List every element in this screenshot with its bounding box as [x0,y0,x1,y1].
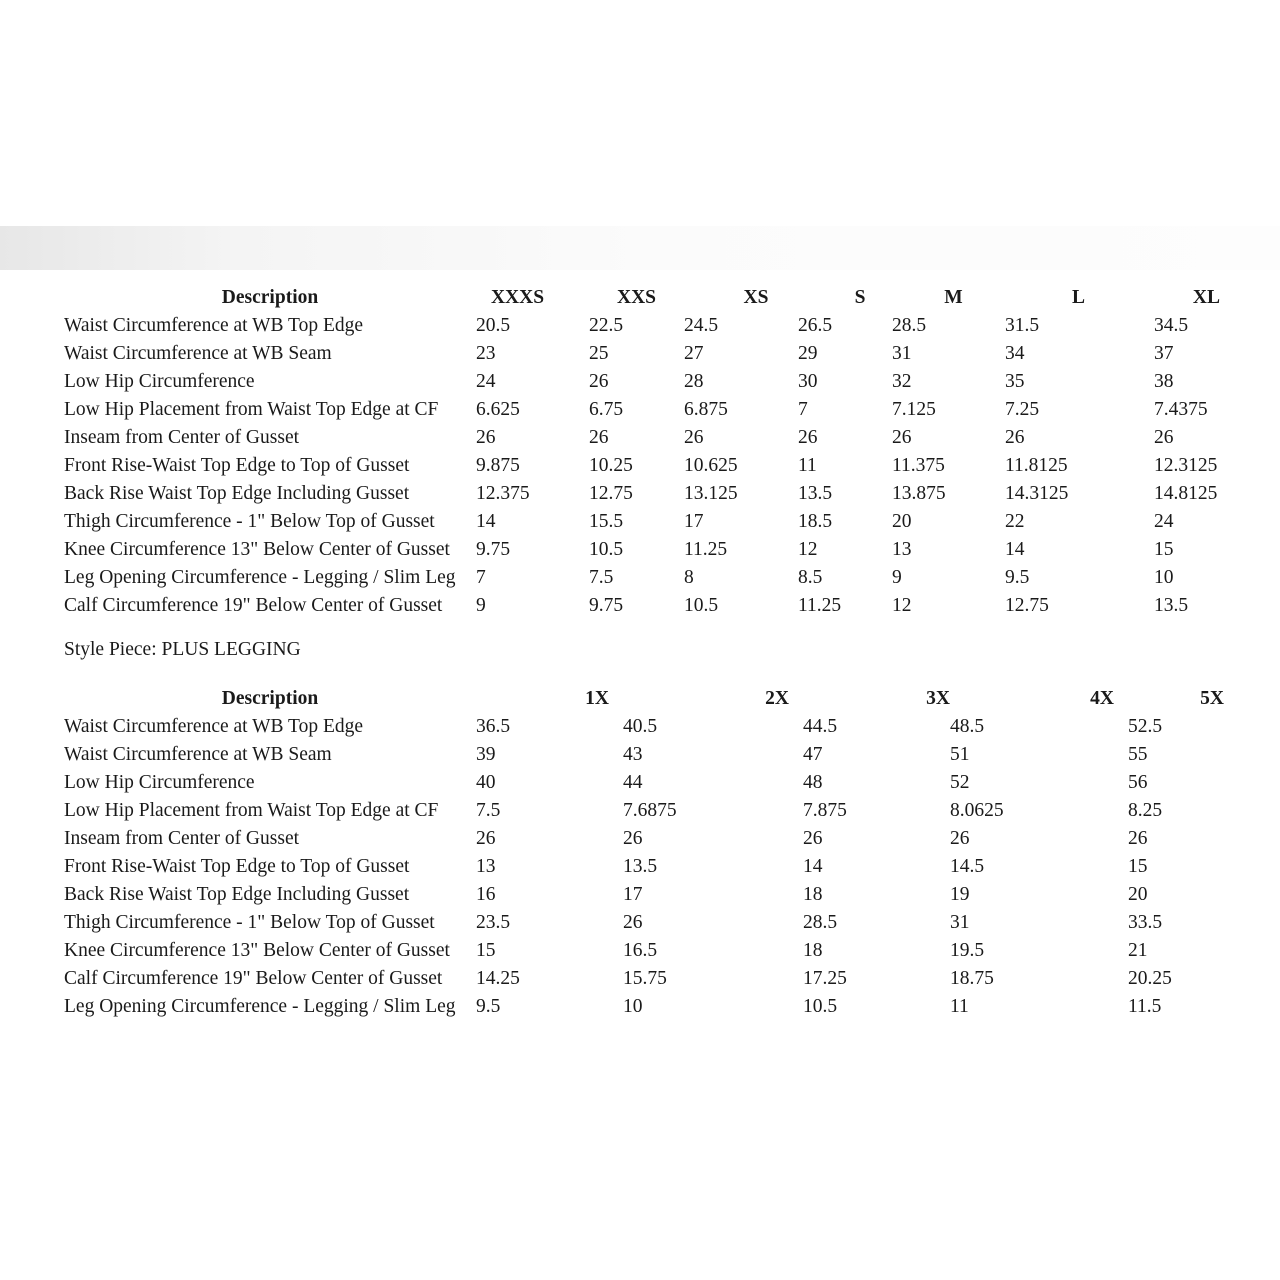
measurement-cell: 26 [589,371,609,392]
measurement-cell: 10 [1154,567,1174,588]
measurement-cell: 8.5 [798,567,823,588]
row-description: Front Rise-Waist Top Edge to Top of Gusset [64,856,410,877]
column-header: 5X [1200,688,1224,709]
measurement-cell: 14 [1005,539,1025,560]
measurement-cell: 14.25 [476,968,520,989]
table-row [64,993,1238,1021]
measurement-cell: 26 [684,427,704,448]
table-row [64,536,1232,564]
column-header: XXXS [490,287,545,308]
column-header: M [944,287,963,308]
measurement-cell: 20.25 [1128,968,1172,989]
measurement-cell: 35 [1005,371,1025,392]
row-description: Leg Opening Circumference - Legging / Slim Leg [64,567,456,588]
measurement-cell: 38 [1154,371,1174,392]
measurement-cell: 52.5 [1128,716,1163,737]
measurement-cell: 33.5 [1128,912,1163,933]
measurement-cell: 7.875 [803,800,847,821]
measurement-cell: 51 [950,744,970,765]
row-description: Waist Circumference at WB Top Edge [64,315,364,336]
style-piece-label: Style Piece: PLUS LEGGING [64,639,301,660]
plus-size-table [64,685,1238,1021]
measurement-cell: 30 [798,371,818,392]
measurement-cell: 7.4375 [1154,399,1208,420]
measurement-cell: 11.25 [798,595,842,616]
table-row [64,797,1238,825]
measurement-cell: 11.8125 [1005,455,1068,476]
measurement-cell: 26 [589,427,609,448]
header-band [0,226,1280,270]
measurement-cell: 16.5 [623,940,658,961]
measurement-cell: 19.5 [950,940,985,961]
measurement-cell: 28.5 [803,912,838,933]
measurement-cell: 9.5 [1005,567,1030,588]
measurement-cell: 22 [1005,511,1025,532]
measurement-cell: 13 [476,856,496,877]
measurement-cell: 15 [1154,539,1174,560]
measurement-cell: 40.5 [623,716,658,737]
measurement-cell: 34.5 [1154,315,1189,336]
measurement-cell: 6.75 [589,399,624,420]
measurement-cell: 28 [684,371,704,392]
measurement-cell: 26 [1128,828,1148,849]
table-row [64,368,1232,396]
table-row [64,508,1232,536]
measurement-cell: 8.25 [1128,800,1163,821]
measurement-cell: 24.5 [684,315,719,336]
measurement-cell: 10.5 [684,595,719,616]
measurement-cell: 22.5 [589,315,624,336]
table-row [64,965,1238,993]
measurement-cell: 7.6875 [623,800,677,821]
measurement-cell: 10 [623,996,643,1017]
measurement-cell: 24 [1154,511,1174,532]
row-description: Inseam from Center of Gusset [64,828,300,849]
column-header: 2X [765,688,789,709]
measurement-cell: 19 [950,884,970,905]
row-description: Leg Opening Circumference - Legging / Slim Leg [64,996,456,1017]
measurement-cell: 12.75 [1005,595,1049,616]
measurement-cell: 15.5 [589,511,624,532]
measurement-cell: 12.3125 [1154,455,1218,476]
table-row [64,741,1238,769]
measurement-cell: 10.5 [803,996,838,1017]
measurement-cell: 26 [1154,427,1174,448]
table-row [64,592,1232,620]
table-row [64,564,1232,592]
row-description: Calf Circumference 19" Below Center of Gusset [64,595,443,616]
measurement-cell: 18 [803,884,823,905]
measurement-cell: 17.25 [803,968,847,989]
row-description: Low Hip Placement from Waist Top Edge at CF [64,800,439,821]
row-description: Back Rise Waist Top Edge Including Gusset [64,884,410,905]
measurement-cell: 37 [1154,343,1174,364]
column-header: S [854,287,866,308]
row-description: Thigh Circumference - 1" Below Top of Gusset [64,511,435,532]
measurement-cell: 10.625 [684,455,738,476]
measurement-cell: 18 [803,940,823,961]
measurement-cell: 56 [1128,772,1148,793]
measurement-cell: 52 [950,772,970,793]
measurement-cell: 20 [1128,884,1148,905]
measurement-cell: 20.5 [476,315,511,336]
table-row [64,853,1238,881]
measurement-cell: 15 [1128,856,1148,877]
measurement-cell: 11.5 [1128,996,1162,1017]
measurement-cell: 7 [798,399,808,420]
measurement-cell: 48 [803,772,823,793]
measurement-cell: 9.75 [589,595,624,616]
measurement-cell: 31 [892,343,912,364]
measurement-cell: 14 [803,856,823,877]
measurement-cell: 26 [1005,427,1025,448]
measurement-cell: 14.8125 [1154,483,1218,504]
column-header: Description [221,688,319,709]
measurement-cell: 40 [476,772,496,793]
size-chart-sheet [56,270,1240,1030]
table-row [64,480,1232,508]
row-description: Knee Circumference 13" Below Center of Gusset [64,539,450,560]
measurement-cell: 48.5 [950,716,985,737]
column-header: 4X [1090,688,1114,709]
table-row [64,769,1238,797]
measurement-cell: 10.5 [589,539,624,560]
row-description: Waist Circumference at WB Seam [64,744,332,765]
column-header: 1X [585,688,609,709]
measurement-cell: 9.875 [476,455,520,476]
measurement-cell: 26.5 [798,315,833,336]
measurement-cell: 32 [892,371,912,392]
measurement-cell: 20 [892,511,912,532]
measurement-cell: 23.5 [476,912,511,933]
measurement-cell: 13.875 [892,483,946,504]
row-description: Calf Circumference 19" Below Center of Gusset [64,968,443,989]
row-description: Low Hip Circumference [64,371,255,392]
measurement-cell: 26 [892,427,912,448]
table-row [64,713,1238,741]
measurement-cell: 26 [803,828,823,849]
measurement-cell: 14.5 [950,856,985,877]
measurement-cell: 31 [950,912,970,933]
row-description: Thigh Circumference - 1" Below Top of Gusset [64,912,435,933]
measurement-cell: 43 [623,744,643,765]
measurement-cell: 15.75 [623,968,667,989]
measurement-cell: 8.0625 [950,800,1004,821]
measurement-cell: 24 [476,371,496,392]
measurement-cell: 7.5 [476,800,501,821]
measurement-cell: 12.75 [589,483,633,504]
row-description: Waist Circumference at WB Top Edge [64,716,364,737]
measurement-cell: 29 [798,343,818,364]
measurement-cell: 17 [623,884,643,905]
measurement-cell: 13.5 [1154,595,1189,616]
measurement-cell: 28.5 [892,315,927,336]
measurement-cell: 17 [684,511,704,532]
row-description: Inseam from Center of Gusset [64,427,300,448]
row-description: Knee Circumference 13" Below Center of Gusset [64,940,450,961]
measurement-cell: 10.25 [589,455,633,476]
measurement-cell: 7.25 [1005,399,1040,420]
measurement-cell: 11.25 [684,539,728,560]
measurement-cell: 13.125 [684,483,738,504]
column-header: XS [743,287,769,308]
table-row [64,825,1238,853]
measurement-cell: 36.5 [476,716,511,737]
measurement-cell: 14.3125 [1005,483,1069,504]
table-row [64,452,1232,480]
measurement-cell: 13 [892,539,912,560]
measurement-cell: 23 [476,343,496,364]
row-description: Low Hip Placement from Waist Top Edge at CF [64,399,439,420]
measurement-cell: 12 [892,595,912,616]
table-row [64,312,1232,340]
measurement-cell: 14 [476,511,496,532]
column-header: XXS [616,287,656,308]
measurement-cell: 11.375 [892,455,945,476]
row-description: Front Rise-Waist Top Edge to Top of Gusset [64,455,410,476]
column-header: XL [1192,287,1220,308]
measurement-cell: 34 [1005,343,1025,364]
column-header: L [1071,287,1085,308]
measurement-cell: 12.375 [476,483,530,504]
table-row [64,937,1238,965]
table-row [64,424,1232,452]
measurement-cell: 39 [476,744,496,765]
measurement-cell: 55 [1128,744,1148,765]
measurement-cell: 12 [798,539,818,560]
measurement-cell: 26 [798,427,818,448]
table-header-row [64,685,1238,713]
measurement-cell: 26 [623,912,643,933]
measurement-cell: 7.5 [589,567,614,588]
measurement-cell: 44 [623,772,643,793]
measurement-cell: 27 [684,343,704,364]
table-row [64,396,1232,424]
measurement-cell: 7 [476,567,486,588]
measurement-cell: 6.625 [476,399,520,420]
measurement-cell: 26 [623,828,643,849]
measurement-cell: 7.125 [892,399,936,420]
measurement-cell: 13.5 [798,483,833,504]
row-description: Back Rise Waist Top Edge Including Gusset [64,483,410,504]
measurement-cell: 9.75 [476,539,511,560]
column-header: 3X [926,688,950,709]
regular-size-table [64,284,1232,620]
table-row [64,909,1238,937]
row-description: Waist Circumference at WB Seam [64,343,332,364]
measurement-cell: 8 [684,567,694,588]
measurement-cell: 11 [950,996,969,1017]
measurement-cell: 6.875 [684,399,728,420]
measurement-cell: 31.5 [1005,315,1040,336]
measurement-cell: 9.5 [476,996,501,1017]
measurement-cell: 9 [476,595,486,616]
measurement-cell: 47 [803,744,823,765]
column-header: Description [221,287,319,308]
measurement-cell: 15 [476,940,496,961]
table-row [64,340,1232,368]
measurement-cell: 16 [476,884,496,905]
measurement-cell: 18.75 [950,968,994,989]
measurement-cell: 11 [798,455,817,476]
measurement-cell: 26 [950,828,970,849]
measurement-cell: 9 [892,567,902,588]
measurement-cell: 18.5 [798,511,833,532]
measurement-cell: 13.5 [623,856,658,877]
measurement-cell: 26 [476,427,496,448]
table-header-row [64,284,1232,312]
measurement-cell: 26 [476,828,496,849]
row-description: Low Hip Circumference [64,772,255,793]
table-row [64,881,1238,909]
measurement-cell: 21 [1128,940,1148,961]
measurement-cell: 25 [589,343,609,364]
measurement-cell: 44.5 [803,716,838,737]
